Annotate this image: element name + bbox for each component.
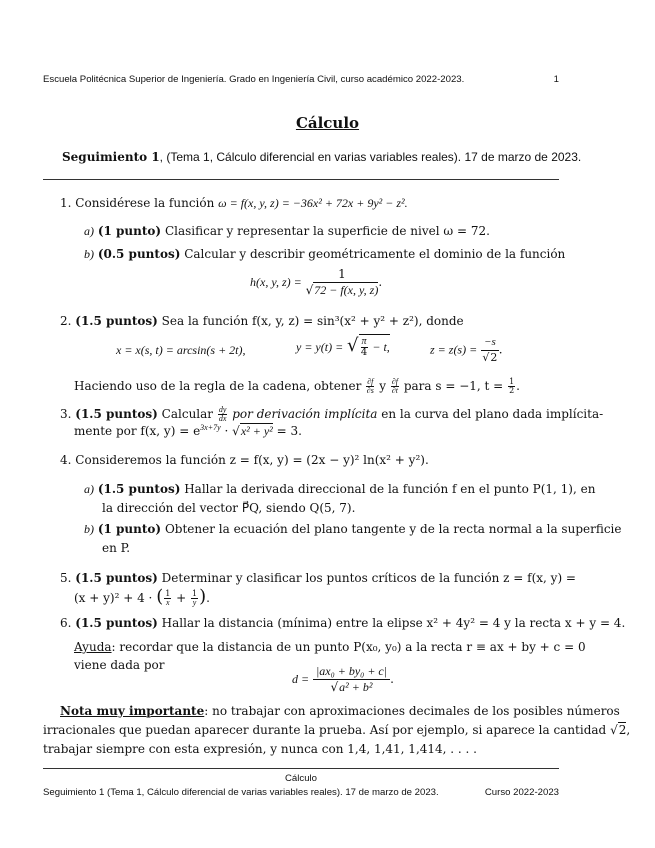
page-title: Cálculo — [295, 114, 360, 132]
plus: + — [176, 591, 187, 605]
problem-2-text: Sea la función f(x, y, z) = sin³(x² + y² + z²), donde — [161, 314, 464, 328]
item-label: a) — [84, 482, 94, 496]
footer-left: Seguimiento 1 (Tema 1, Cálculo diferencial de varias variables reales). 17 de marzo de 2023. — [43, 787, 439, 798]
item-text2: la dirección del vector P⃗Q, siendo Q(5, 7). — [102, 501, 356, 515]
footer-row — [43, 787, 559, 798]
problem-3 — [60, 406, 603, 423]
x-den: x — [165, 598, 170, 607]
note-text3: trabajar siempre con esta expresión, y nunca con 1,4, 1,41, 1,414, . . . . — [43, 742, 477, 756]
points: (1.5 puntos) — [75, 571, 158, 585]
radicand: x² + y² — [240, 424, 273, 438]
h-den: √72 − f(x, y, z) — [305, 283, 379, 298]
problem-1-intro: Considérese la función — [75, 196, 215, 210]
problem-1-formula: ω = f(x, y, z) = −36x² + 72x + 9y² − z². — [218, 196, 408, 210]
item-text: Clasificar y representar la superficie de nivel ω = 72. — [164, 224, 490, 238]
h-fraction — [306, 267, 379, 298]
problem-5-line2: (x + y)² + 4 · ( $\frac{1}{x}$ + $\frac{1}{y}$ ). — [74, 586, 210, 607]
problem-3-text4: = 3. — [276, 424, 302, 438]
problem-1-number: 1. — [60, 196, 72, 210]
dot: · — [224, 424, 229, 438]
note-text1: : no trabajar con aproximaciones decimales de los posibles números — [204, 704, 620, 718]
implicit-text: por derivación implícita — [232, 407, 378, 421]
problem-6-number: 6. — [60, 616, 72, 630]
problem-5 — [60, 572, 576, 584]
problem-4-number: 4. — [60, 453, 72, 467]
item-text: Hallar la derivada direccional de la función f en el punto P(1, 1), en — [184, 482, 596, 496]
problem-3-text2: mente por f(x, y) = e — [74, 424, 201, 438]
distance-formula: d = $\frac{\text{|ax₀ + by₀ + c|}}{\text{√a² + b²}}$ . — [292, 664, 394, 695]
problem-1 — [60, 197, 408, 209]
half-num: 1 — [509, 377, 515, 386]
page-number: 1 — [553, 74, 559, 85]
item-text: Obtener la ecuación del plano tangente y de la recta normal a la superficie — [164, 522, 622, 536]
footer-center: Cálculo — [285, 773, 317, 784]
item-text: Calcular y describir geométricamente el dominio de la función — [184, 247, 566, 261]
problem-1b — [84, 248, 565, 260]
ds: ∂s — [366, 386, 374, 395]
hint-label: Ayuda — [74, 640, 112, 654]
problem-3-text1: en la curva del plano dada implícita- — [381, 407, 604, 421]
y-word: y — [379, 379, 386, 393]
one-a: 1 — [165, 589, 171, 598]
points: (1.5 puntos) — [75, 407, 158, 421]
points: (1.5 puntos) — [97, 482, 181, 496]
dy: dy — [218, 405, 227, 414]
df-2: ∂f — [391, 377, 398, 386]
one-b: 1 — [192, 589, 198, 598]
hint-text: : recordar que la distancia de un punto P(x₀, y₀) a la recta r ≡ ax + by + c = 0 — [111, 640, 586, 654]
note-line1 — [60, 705, 620, 717]
note-text2: irracionales que puedan aparecer durante la prueba. Así por ejemplo, si aparece la cantidad — [43, 723, 607, 737]
d-num: |ax₀ + by₀ + c| — [313, 664, 390, 680]
z-num: −s — [481, 336, 499, 351]
z-equation: z = z(s) = $\frac{-s}{√2}$ . — [430, 336, 503, 365]
x-equation — [116, 344, 246, 356]
sqrt2: 2 — [618, 723, 627, 737]
item-label: b) — [84, 247, 94, 261]
points: (1 punto) — [97, 522, 162, 536]
dx: dx — [218, 414, 227, 423]
footer-right: Curso 2022-2023 — [484, 787, 559, 798]
note-line2: irracionales que puedan aparecer durante la prueba. Así por ejemplo, si aparece la cantidad √2, — [43, 723, 631, 737]
four: 4 — [360, 347, 368, 358]
formula-h: h(x, y, z) = $\frac{1}{√72 - f(x, y, z)}$ . — [250, 267, 383, 298]
problem-3-line2: mente por f(x, $y) = e^{3x+7y} \cdot √x^2 + y^2 = 3$. — [74, 423, 302, 438]
problem-4-intro: Consideremos la función z = f(x, y) = (2x − y)² ln(x² + y²). — [75, 453, 429, 467]
item-label: b) — [84, 522, 94, 536]
pi: π — [361, 336, 367, 347]
problem-4 — [60, 454, 429, 466]
problem-6 — [60, 617, 625, 629]
y-equation: y = y(t) = √ $\frac{\pi}{4}$ − t, — [296, 335, 390, 358]
x-eq: x = x(s, t) = arcsin(s + 2t), — [116, 343, 246, 357]
exam-subtitle — [62, 150, 581, 164]
note-line3 — [43, 743, 477, 755]
d-den: a² + b² — [339, 680, 373, 695]
problem-4a — [84, 483, 595, 495]
hint-line2 — [74, 659, 165, 671]
points: (1.5 puntos) — [75, 314, 158, 328]
problem-4b — [84, 523, 622, 535]
h-den-radicand: 72 − f(x, y, z) — [314, 283, 379, 298]
problem-5-text1: Determinar y clasificar los puntos críticos de la función z = f(x, y) = — [161, 571, 576, 585]
df-1: ∂f — [367, 377, 374, 386]
header-text: Escuela Politécnica Superior de Ingeniería. Grado en Ingeniería Civil, curso académico 2022-2023. — [43, 74, 465, 85]
problem-2 — [60, 315, 464, 327]
exponent: 3x+7y — [200, 423, 221, 432]
points: (1 punto) — [97, 224, 162, 238]
dt: ∂t — [391, 386, 398, 395]
y-den: y — [192, 598, 197, 607]
points: (0.5 puntos) — [97, 247, 181, 261]
subtitle-bold: Seguimiento 1 — [62, 150, 160, 164]
problem-4a-line2 — [102, 502, 355, 514]
note-title: Nota muy importante — [60, 704, 205, 718]
footer-divider — [43, 768, 559, 769]
hint-text2: viene dada por — [74, 658, 165, 672]
h-num: 1 — [335, 267, 349, 283]
problem-1a — [84, 225, 490, 237]
problem-2-number: 2. — [60, 314, 72, 328]
item-text2: en P. — [102, 541, 131, 555]
problem-5-text2: (x + y)² + 4 · — [74, 591, 153, 605]
y-eq: y = y(t) = — [296, 340, 344, 354]
problem-4b-line2 — [102, 542, 130, 554]
period: . — [206, 591, 210, 605]
running-header — [43, 74, 559, 85]
problem-6-text: Hallar la distancia (mínima) entre la elipse x² + 4y² = 4 y la recta x + y = 4. — [161, 616, 626, 630]
h-lhs: h(x, y, z) = — [250, 274, 302, 289]
d-lhs: d = — [292, 671, 310, 686]
calc-word: Calcular — [161, 407, 214, 421]
item-label: a) — [84, 224, 94, 238]
top-divider — [43, 179, 559, 180]
problem-3-number: 3. — [60, 407, 72, 421]
y-rad-rest: − t, — [372, 340, 390, 354]
points: (1.5 puntos) — [75, 616, 158, 630]
para-text: para s = −1, t = — [403, 379, 504, 393]
chain-rule-line: Haciendo uso de la regla de la cadena, obtener $\frac{\partial f}{\partial s}$ y $\frac{\partial f}{\partial t}$ para s = −1, t = $\frac{1}{2}$ . — [74, 377, 520, 395]
subtitle-rest: , (Tema 1, Cálculo diferencial en varias variables reales). 17 de marzo de 2023. — [159, 150, 582, 164]
z-eq: z = z(s) = — [430, 342, 478, 357]
chain-text: Haciendo uso de la regla de la cadena, obtener — [74, 379, 362, 393]
z-den: 2 — [490, 351, 498, 365]
half-den: 2 — [509, 386, 515, 395]
hint-line1 — [74, 641, 586, 653]
problem-5-number: 5. — [60, 571, 72, 585]
